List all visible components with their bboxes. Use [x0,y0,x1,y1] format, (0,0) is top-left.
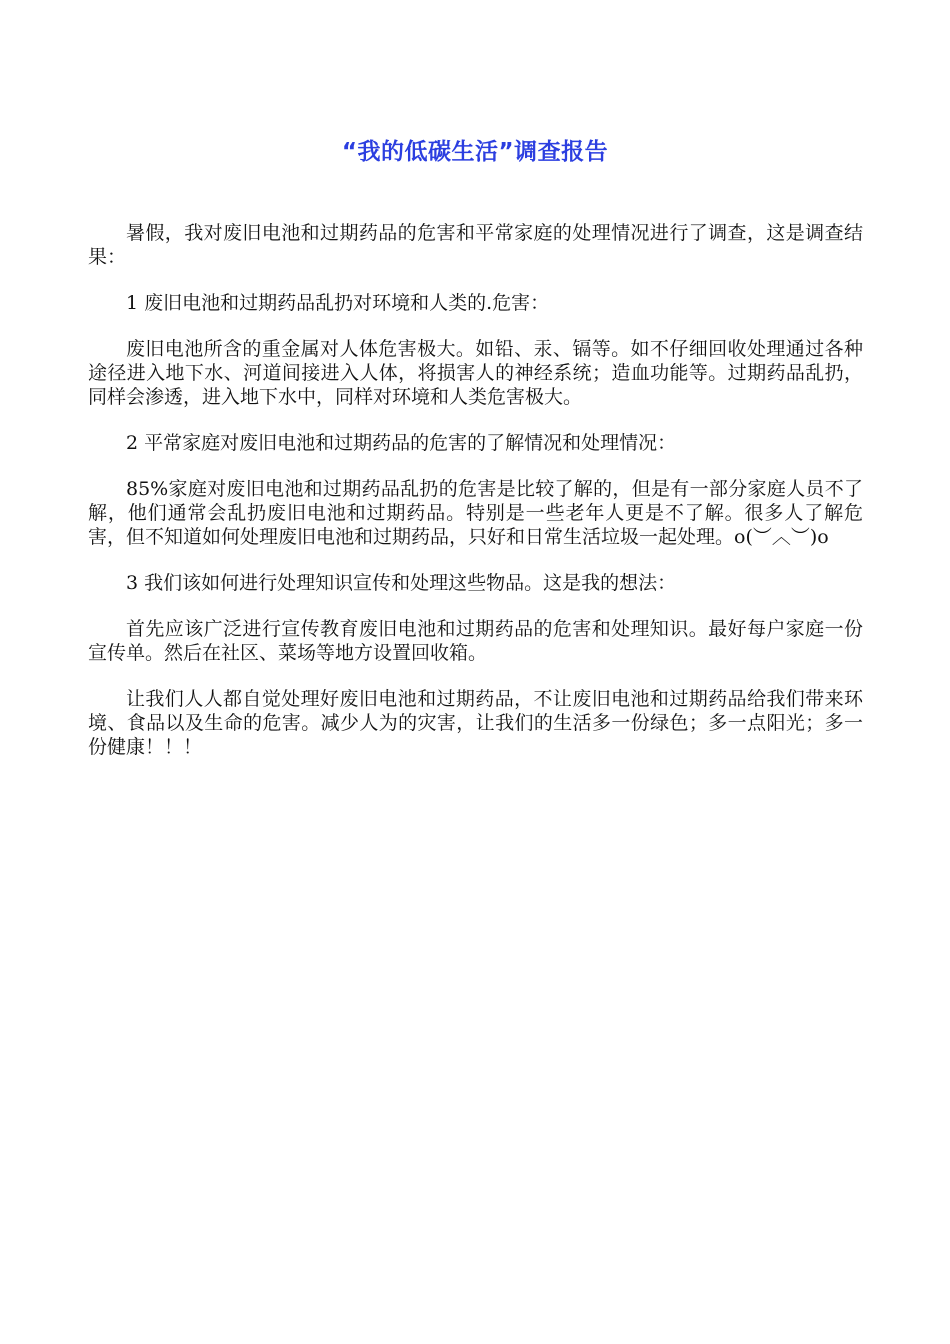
paragraph-intro: 暑假，我对废旧电池和过期药品的危害和平常家庭的处理情况进行了调查，这是调查结果： [88,222,863,268]
paragraph-section-1: 废旧电池所含的重金属对人体危害极大。如铅、汞、镉等。如不仔细回收处理通过各种途径进入地下水、河道间接进入人体，将损害人的神经系统；造血功能等。过期药品乱扔，同样会渗透，进入地下水中，同样对环境和人类危害极大。 [88,338,863,408]
document-title: “我的低碳生活”调查报告 [341,139,609,165]
document-body [88,221,863,781]
section-heading-3: 3 我们该如何进行处理知识宣传和处理这些物品。这是我的想法： [126,572,677,594]
paragraph-conclusion: 让我们人人都自觉处理好废旧电池和过期药品，不让废旧电池和过期药品给我们带来环境、食品以及生命的危害。减少人为的灾害，让我们的生活多一份绿色；多一点阳光；多一份健康！！！ [88,688,863,758]
paragraph-section-3: 首先应该广泛进行宣传教育废旧电池和过期药品的危害和处理知识。最好每户家庭一份宣传单。然后在社区、菜场等地方设置回收箱。 [88,618,863,664]
section-heading-2: 2 平常家庭对废旧电池和过期药品的危害的了解情况和处理情况： [126,432,677,454]
section-heading-1: 1 废旧电池和过期药品乱扔对环境和人类的.危害： [126,292,550,314]
paragraph-section-2: 85%家庭对废旧电池和过期药品乱扔的危害是比较了解的，但是有一部分家庭人员不了解，他们通常会乱扔废旧电池和过期药品。特别是一些老年人更是不了解。很多人了解危害，但不知道如何处理废旧电池和过期药品，只好和日常生活垃圾一起处理。o(︶︿︶)o [88,478,863,548]
